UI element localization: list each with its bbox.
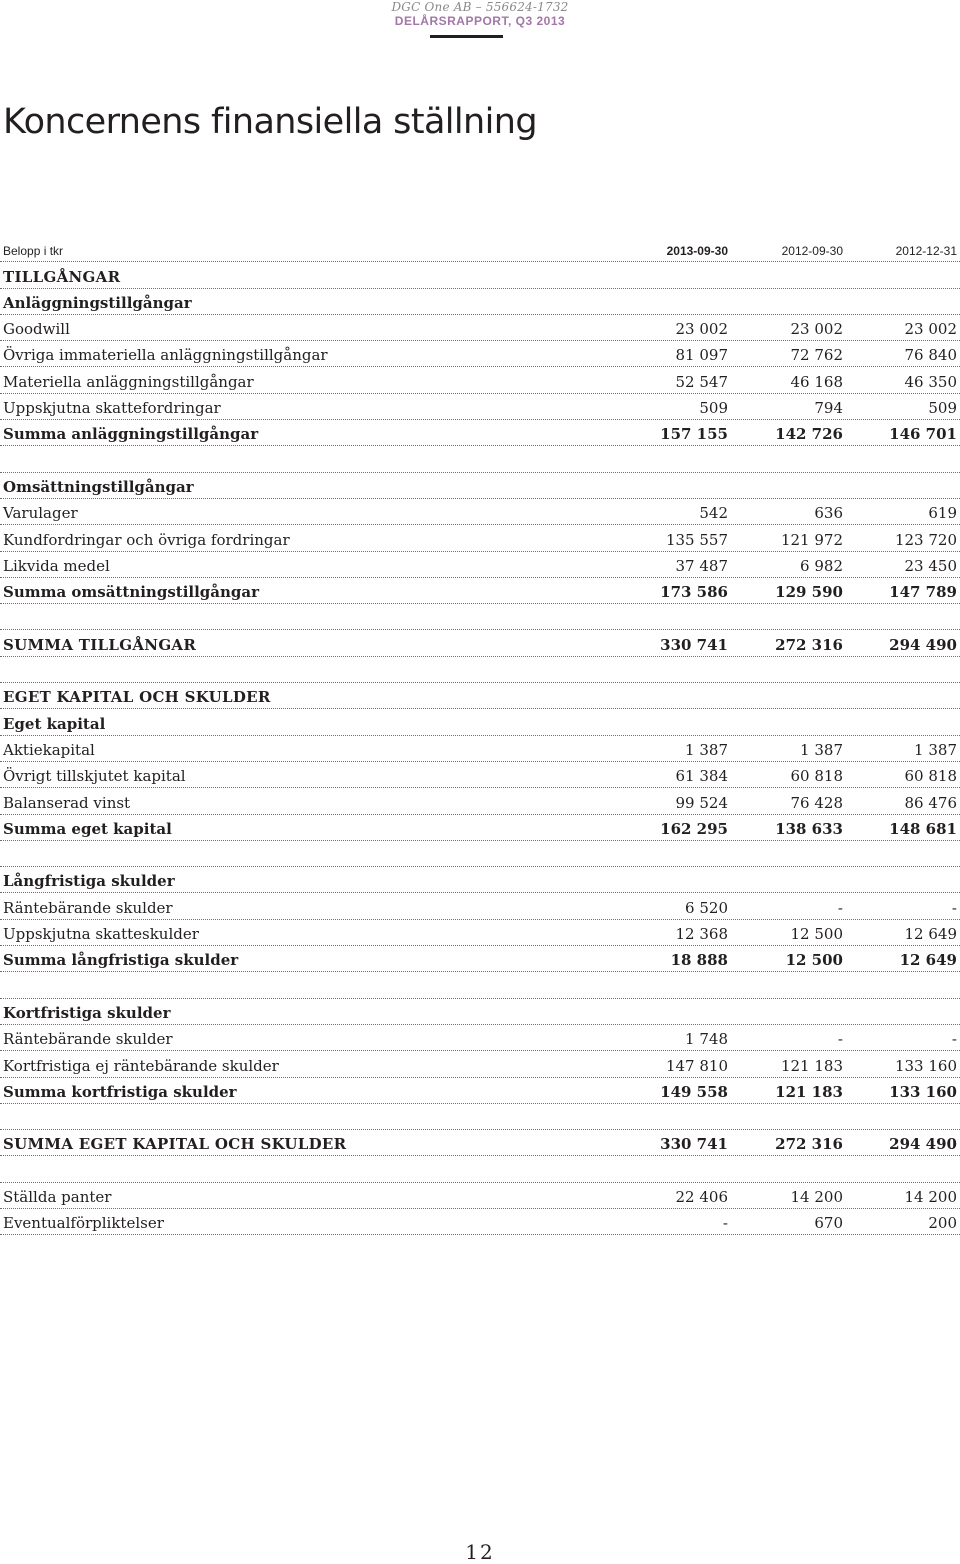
row-value: 37 487 [675, 556, 728, 575]
table-row [0, 815, 960, 841]
table-row [0, 552, 960, 578]
row-label: Uppskjutna skattefordringar [3, 399, 221, 418]
table-row [0, 367, 960, 393]
page-title: Koncernens finansiella ställning [3, 102, 537, 142]
table-row [0, 946, 960, 972]
company-name: DGC One AB – 556624-1732 [391, 0, 569, 14]
row-label: Anläggningstillgångar [3, 293, 192, 312]
table-row [0, 315, 960, 341]
spacer-row [0, 657, 960, 683]
table-row [0, 262, 960, 288]
row-value: 142 726 [775, 425, 843, 444]
row-label: Goodwill [3, 320, 70, 339]
row-label: Uppskjutna skatteskulder [3, 925, 199, 944]
table-row [0, 920, 960, 946]
row-value: 46 350 [904, 372, 957, 391]
row-value: 23 002 [790, 320, 843, 339]
row-label: Balanserad vinst [3, 793, 131, 812]
row-label: Summa kortfristiga skulder [3, 1082, 237, 1101]
row-value: 23 002 [675, 320, 728, 339]
page-header [0, 0, 960, 28]
row-value: 162 295 [660, 819, 728, 838]
table-row [0, 893, 960, 919]
table-row [0, 578, 960, 604]
row-value: 794 [814, 399, 843, 418]
row-label: Materiella anläggningstillgångar [3, 372, 254, 391]
row-label: Summa omsättningstillgångar [3, 583, 260, 602]
row-value: 76 428 [790, 793, 843, 812]
column-header: 2012-12-31 [895, 244, 957, 259]
row-value: 149 558 [660, 1082, 728, 1101]
row-value: 18 888 [670, 951, 728, 970]
row-value: 294 490 [889, 635, 957, 654]
table-row [0, 683, 960, 709]
row-value: 81 097 [675, 346, 728, 365]
row-value: - [722, 1214, 728, 1233]
row-value: 1 387 [685, 740, 728, 759]
row-value: 294 490 [889, 1135, 957, 1154]
unit-label: Belopp i tkr [3, 244, 64, 259]
row-label: Kundfordringar och övriga fordringar [3, 530, 290, 549]
row-value: 121 183 [775, 1082, 843, 1101]
row-value: 272 316 [775, 1135, 843, 1154]
table-row [0, 1183, 960, 1209]
table-row [0, 473, 960, 499]
table-row [0, 736, 960, 762]
row-value: 60 818 [790, 767, 843, 786]
table-row [0, 1051, 960, 1077]
table-body [0, 262, 960, 1235]
table-row [0, 630, 960, 656]
row-value: 148 681 [889, 819, 957, 838]
row-value: 12 500 [790, 925, 843, 944]
row-label: EGET KAPITAL OCH SKULDER [3, 688, 271, 707]
row-value: 14 200 [904, 1187, 957, 1206]
row-value: 60 818 [904, 767, 957, 786]
row-label: Eget kapital [3, 714, 106, 733]
row-value: 147 810 [665, 1056, 728, 1075]
row-value: 12 368 [675, 925, 728, 944]
row-value: 123 720 [894, 530, 957, 549]
row-value: 135 557 [665, 530, 728, 549]
table-row [0, 289, 960, 315]
row-value: 330 741 [660, 1135, 728, 1154]
spacer-row [0, 604, 960, 630]
column-header: 2013-09-30 [666, 244, 728, 259]
table-row [0, 1130, 960, 1156]
table-header-row [0, 236, 960, 262]
table-row [0, 1025, 960, 1051]
table-row [0, 867, 960, 893]
row-label: SUMMA EGET KAPITAL OCH SKULDER [3, 1135, 347, 1154]
row-value: 61 384 [675, 767, 728, 786]
row-label: TILLGÅNGAR [3, 267, 121, 286]
row-value: 23 450 [904, 556, 957, 575]
row-value: 14 200 [790, 1187, 843, 1206]
table-row [0, 341, 960, 367]
row-value: 509 [699, 399, 728, 418]
table-row [0, 525, 960, 551]
row-value: - [837, 898, 843, 917]
spacer-row [0, 972, 960, 998]
row-value: 72 762 [790, 346, 843, 365]
row-value: 147 789 [889, 583, 957, 602]
report-name: DELÅRSRAPPORT, Q3 2013 [394, 14, 566, 28]
row-value: 52 547 [675, 372, 728, 391]
row-value: 76 840 [904, 346, 957, 365]
row-value: 146 701 [889, 425, 957, 444]
row-label: Räntebärande skulder [3, 1030, 173, 1049]
header-rule [430, 35, 503, 38]
row-value: 121 183 [780, 1056, 843, 1075]
row-value: 121 972 [780, 530, 843, 549]
row-value: - [837, 1030, 843, 1049]
table-row [0, 999, 960, 1025]
row-value: 133 160 [889, 1082, 957, 1101]
row-label: Varulager [3, 504, 78, 523]
table-row [0, 420, 960, 446]
table-row [0, 1209, 960, 1235]
row-value: 1 387 [800, 740, 843, 759]
row-value: 99 524 [675, 793, 728, 812]
row-label: Summa långfristiga skulder [3, 951, 239, 970]
spacer-row [0, 446, 960, 472]
row-value: 138 633 [775, 819, 843, 838]
row-label: Omsättningstillgångar [3, 477, 194, 496]
row-value: 6 982 [800, 556, 843, 575]
row-value: 129 590 [775, 583, 843, 602]
table-row [0, 762, 960, 788]
column-header: 2012-09-30 [781, 244, 843, 259]
table-row [0, 1078, 960, 1104]
row-value: 330 741 [660, 635, 728, 654]
row-label: Räntebärande skulder [3, 898, 173, 917]
row-value: 636 [814, 504, 843, 523]
row-value: 46 168 [790, 372, 843, 391]
row-label: Likvida medel [3, 556, 110, 575]
row-label: Eventualförpliktelser [3, 1214, 164, 1233]
page-number: 12 [465, 1540, 495, 1564]
row-value: 86 476 [904, 793, 957, 812]
row-label: Aktiekapital [3, 740, 95, 759]
row-value: 619 [928, 504, 957, 523]
row-value: 157 155 [660, 425, 728, 444]
row-label: Summa eget kapital [3, 819, 172, 838]
table-row [0, 499, 960, 525]
table-row [0, 788, 960, 814]
row-value: 23 002 [904, 320, 957, 339]
row-label: Långfristiga skulder [3, 872, 175, 891]
row-label: Kortfristiga ej räntebärande skulder [3, 1056, 279, 1075]
row-value: 173 586 [660, 583, 728, 602]
spacer-row [0, 1156, 960, 1182]
row-value: 133 160 [894, 1056, 957, 1075]
row-value: 542 [699, 504, 728, 523]
row-label: Övriga immateriella anläggningstillgångar [3, 346, 328, 365]
row-label: Summa anläggningstillgångar [3, 425, 259, 444]
row-label: Övrigt tillskjutet kapital [3, 767, 186, 786]
row-value: 6 520 [685, 898, 728, 917]
row-value: 509 [928, 399, 957, 418]
row-label: SUMMA TILLGÅNGAR [3, 635, 197, 654]
row-value: 1 748 [685, 1030, 728, 1049]
row-value: - [951, 898, 957, 917]
spacer-row [0, 841, 960, 867]
balance-sheet-table [0, 236, 960, 1235]
row-value: 12 649 [899, 951, 957, 970]
row-label: Ställda panter [3, 1187, 112, 1206]
row-value: 12 649 [904, 925, 957, 944]
row-value: - [951, 1030, 957, 1049]
row-label: Kortfristiga skulder [3, 1003, 171, 1022]
row-value: 200 [928, 1214, 957, 1233]
row-value: 12 500 [785, 951, 843, 970]
row-value: 670 [814, 1214, 843, 1233]
row-value: 272 316 [775, 635, 843, 654]
row-value: 22 406 [675, 1187, 728, 1206]
spacer-row [0, 1104, 960, 1130]
row-value: 1 387 [914, 740, 957, 759]
table-row [0, 709, 960, 735]
table-row [0, 394, 960, 420]
